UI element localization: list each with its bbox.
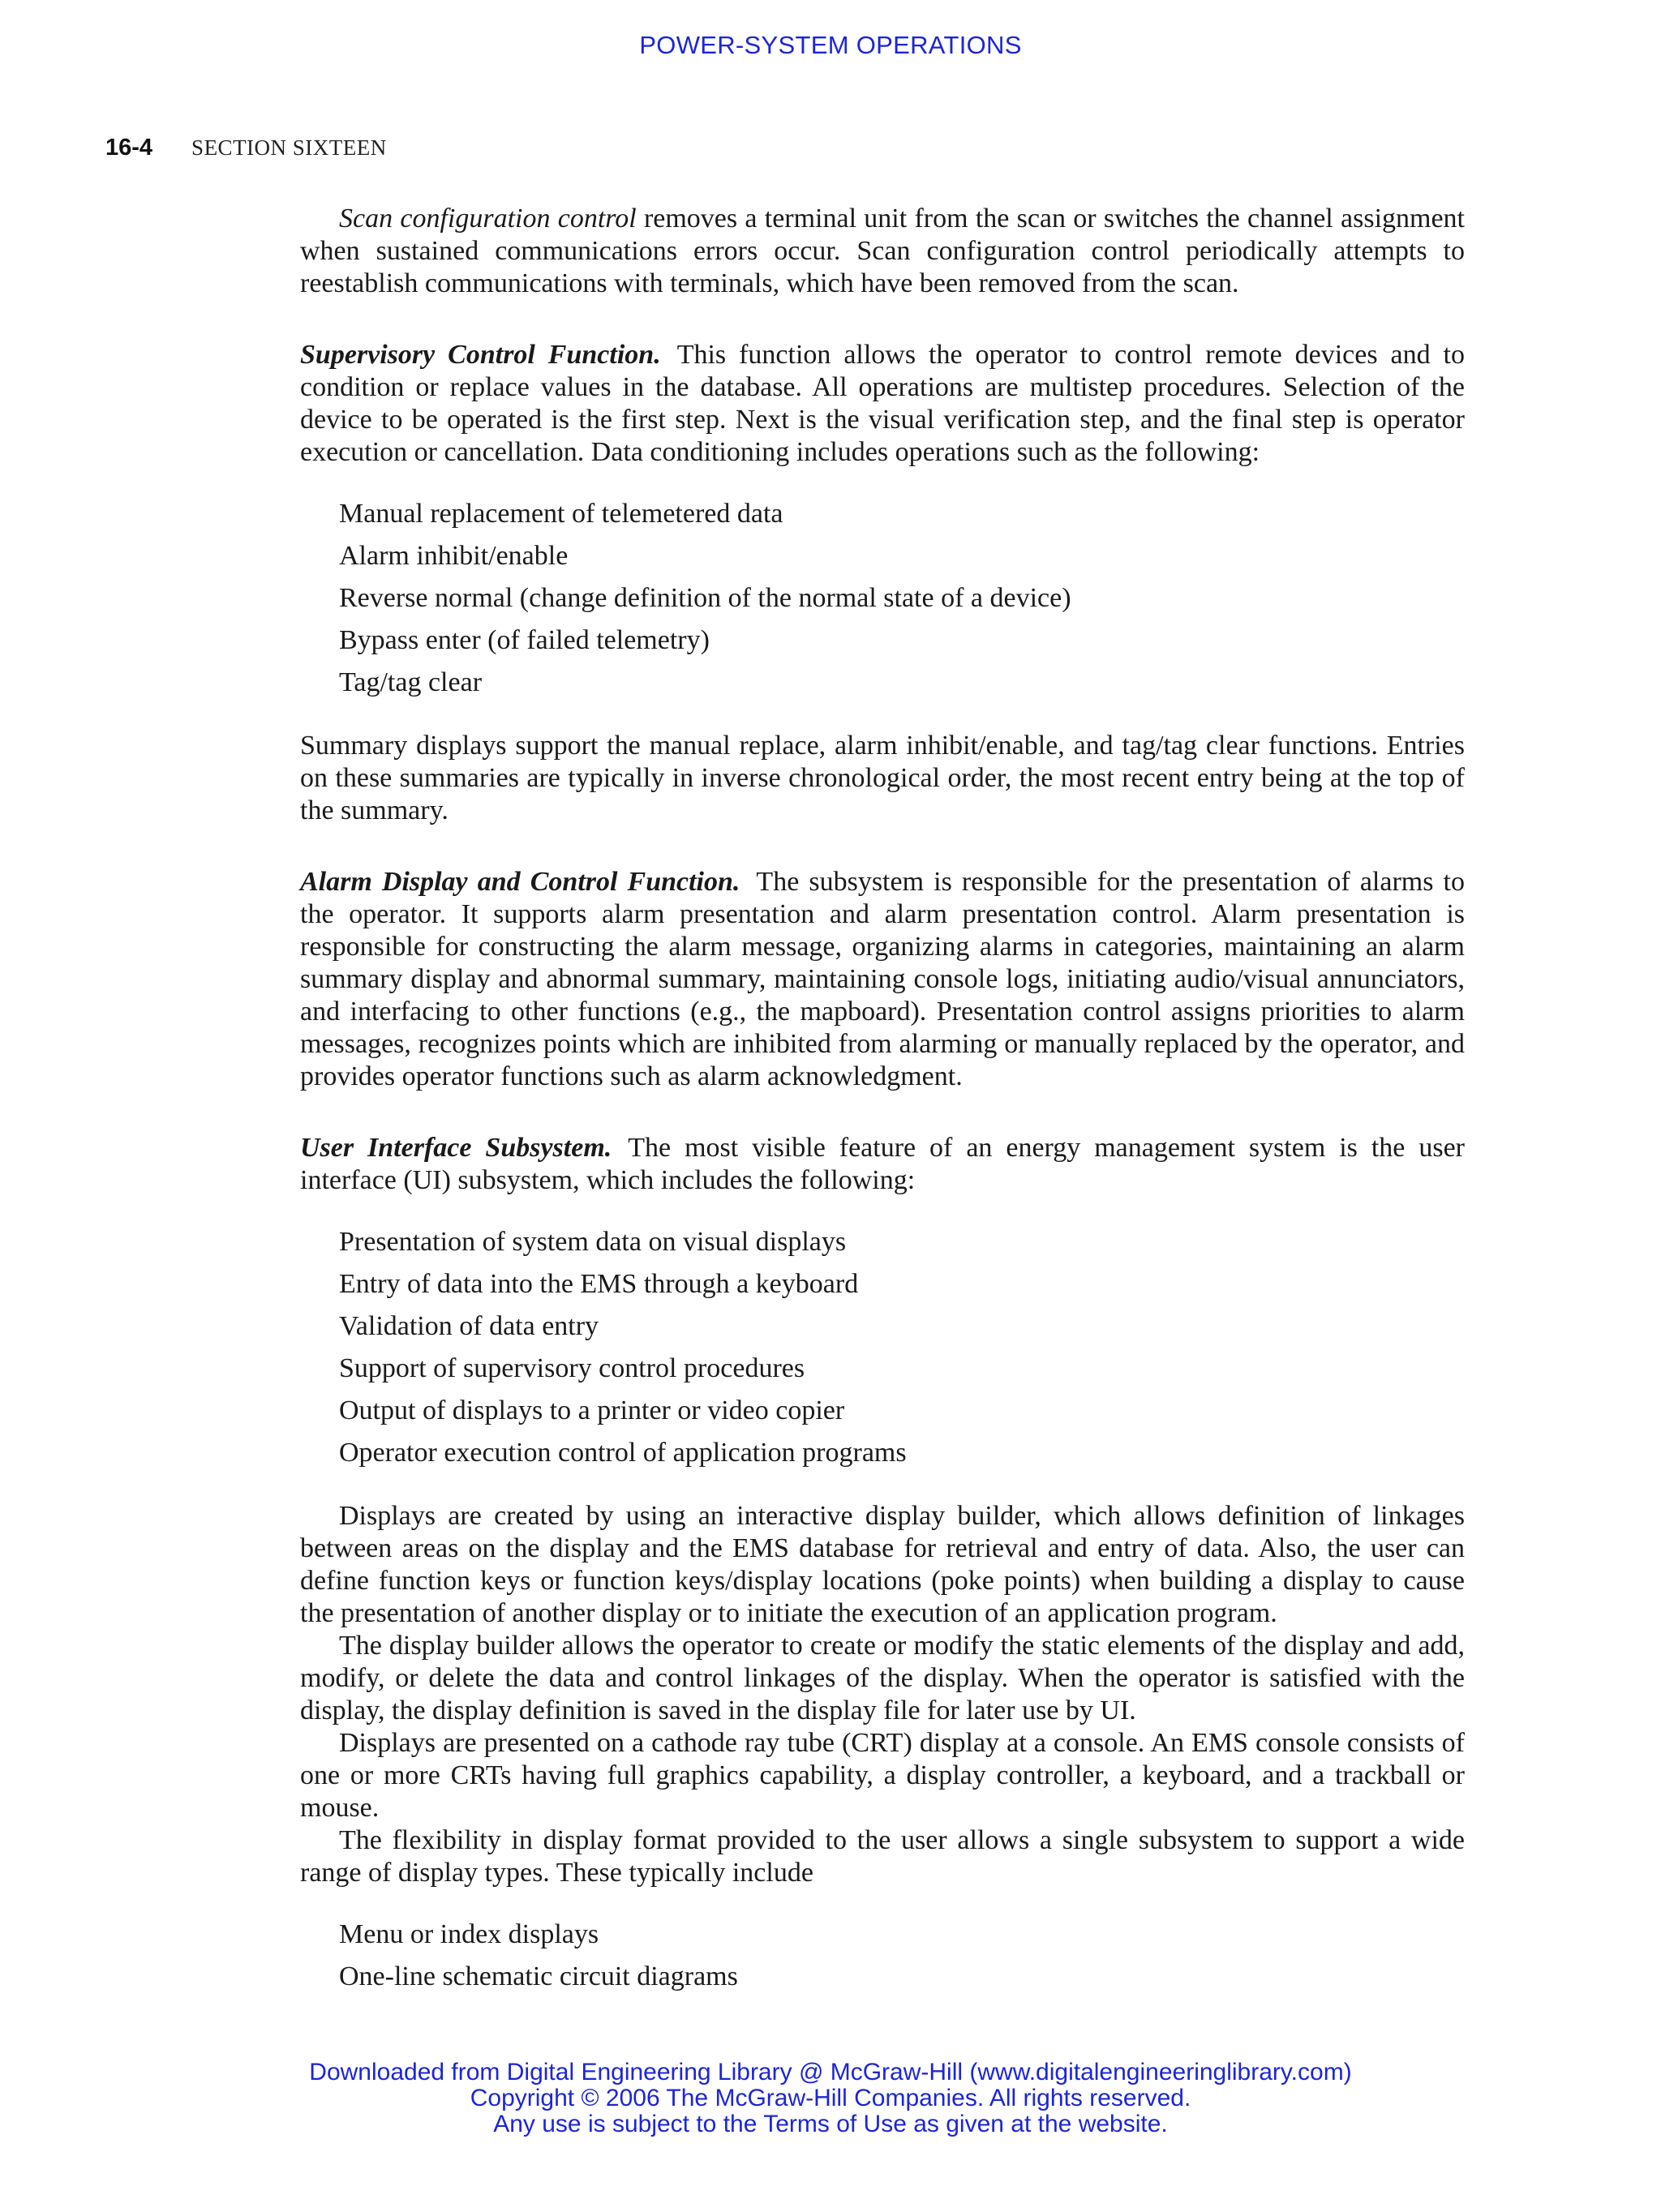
running-head <box>105 135 387 161</box>
paragraph-user-interface <box>300 1132 1465 1197</box>
paragraph-crt-console: Displays are presented on a cathode ray tube (CRT) display at a console. An EMS console consists of one or more CRTs having full graphics capability, a display controller, a keyboard, and a trackball or mouse. <box>300 1728 1465 1823</box>
list-item: Presentation of system data on visual displays <box>339 1227 847 1257</box>
page-number: 16-4 <box>105 135 153 161</box>
list-item: Entry of data into the EMS through a keyboard <box>339 1269 859 1299</box>
run-in-heading: User Interface Subsystem. <box>300 1133 612 1163</box>
paragraph-supervisory-control <box>300 339 1465 469</box>
page-body <box>300 203 1465 2024</box>
list-item: Manual replacement of telemetered data <box>339 499 783 529</box>
paragraph-alarm-display <box>300 866 1465 1093</box>
list-item: Menu or index displays <box>339 1919 599 1949</box>
list-item: Alarm inhibit/enable <box>339 541 569 571</box>
running-banner: POWER-SYSTEM OPERATIONS <box>639 31 1022 59</box>
display-types-list <box>300 1914 1465 1998</box>
copyright-footer <box>0 2060 1661 2137</box>
paragraph-text: The most visible feature of an energy management system is the user interface (UI) subsystem, which includes the following: <box>300 1133 1465 1195</box>
list-item: Tag/tag clear <box>339 667 483 697</box>
list-item: Support of supervisory control procedures <box>339 1353 805 1383</box>
footer-terms-line: Any use is subject to the Terms of Use as given at the website. <box>493 2111 1168 2137</box>
ui-features-list <box>300 1221 1465 1474</box>
list-item: Bypass enter (of failed telemetry) <box>339 625 710 655</box>
list-item: One-line schematic circuit diagrams <box>339 1961 738 1991</box>
paragraph-display-builder: The display builder allows the operator to create or modify the static elements of the display and add, modify, or delete the data and control linkages of the display. When the operator is satisfied with the display, the display definition is saved in the display file for later use by UI. <box>300 1631 1465 1725</box>
data-conditioning-list <box>300 493 1465 704</box>
list-item: Validation of data entry <box>339 1311 599 1341</box>
paragraph-summary-displays: Summary displays support the manual replace, alarm inhibit/enable, and tag/tag clear functions. Entries on these summaries are typically in inverse chronological order, the most recent entry being at the top of the summary. <box>300 731 1465 825</box>
list-item: Reverse normal (change definition of the normal state of a device) <box>339 583 1071 613</box>
italic-lead-term: Scan configuration control <box>339 204 637 234</box>
run-in-heading: Supervisory Control Function. <box>300 340 661 370</box>
paragraph-text: The subsystem is responsible for the presentation of alarms to the operator. It supports alarm presentation and alarm presentation control. Alarm presentation is responsible for constructing the alarm message, organizing alarms in categories, maintaining an alarm summary display and abnormal summary, maintaining console logs, initiating audio/visual annunciators, and interfacing to other functions (e.g., the mapboard). Presentation control assigns priorities to alarm messages, recognizes points which are inhibited from alarming or manually replaced by the operator, and provides operator functions such as alarm acknowledgment. <box>300 867 1465 1091</box>
paragraph-text: removes a terminal unit from the scan or switches the channel assignment when sustained communications errors occur. Scan configuration control periodically attempts to reestablish communications with terminals, which have been removed from the scan. <box>300 204 1465 298</box>
list-item: Output of displays to a printer or video copier <box>339 1395 845 1425</box>
footer-copyright-line: Copyright © 2006 The McGraw-Hill Companies. All rights reserved. <box>470 2085 1191 2111</box>
list-item: Operator execution control of application programs <box>339 1438 907 1468</box>
paragraph-display-builder-intro: Displays are created by using an interactive display builder, which allows definition of linkages between areas on the display and the EMS database for retrieval and entry of data. Also, the user can define function keys or function keys/display locations (poke points) when building a display to cause the presentation of another display or to initiate the execution of an application program. <box>300 1501 1465 1628</box>
section-title: SECTION SIXTEEN <box>191 135 387 160</box>
paragraph-text: This function allows the operator to control remote devices and to condition or replace values in the database. All operations are multistep procedures. Selection of the device to be operated is the first step. Next is the visual verification step, and the final step is operator execution or cancellation. Data conditioning includes operations such as the following: <box>300 340 1465 467</box>
paragraph-display-types: The flexibility in display format provided to the user allows a single subsystem to support a wide range of display types. These typically include <box>300 1825 1465 1888</box>
paragraph-scan-configuration <box>300 203 1465 300</box>
footer-download-line[interactable]: Downloaded from Digital Engineering Library @ McGraw-Hill (www.digitalengineeringlibrary.com) <box>309 2059 1352 2086</box>
run-in-heading: Alarm Display and Control Function. <box>300 867 740 897</box>
